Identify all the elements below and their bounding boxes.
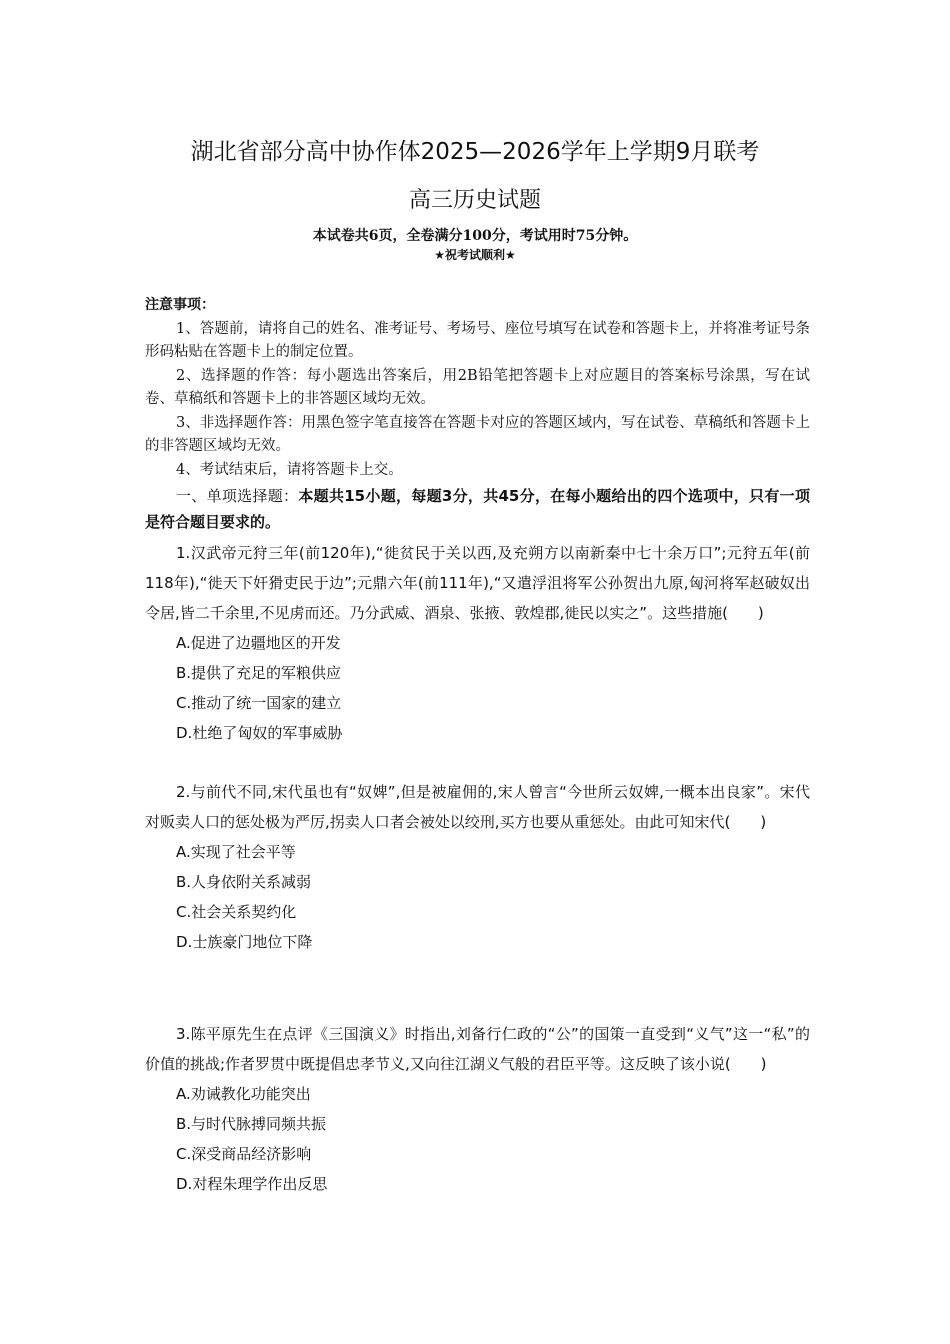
question-3 bbox=[145, 1019, 810, 1199]
question-2 bbox=[145, 777, 810, 957]
option-d: D.杜绝了匈奴的军事威胁 bbox=[176, 724, 343, 742]
notes-heading: 注意事项： bbox=[145, 297, 215, 313]
question-1 bbox=[145, 538, 810, 748]
option-b: B.提供了充足的军粮供应 bbox=[176, 664, 342, 682]
section-desc: 本题共15小题，每题3分，共45分，在每小题给出的四个选项中，只有一项是符合题目要求的。 bbox=[145, 487, 810, 531]
option-c: C.社会关系契约化 bbox=[176, 903, 297, 921]
option-c: C.推动了统一国家的建立 bbox=[176, 694, 342, 712]
exam-title: 湖北省部分高中协作体2025—2026学年上学期9月联考 bbox=[190, 139, 760, 165]
exam-subtitle: 高三历史试题 bbox=[408, 188, 541, 213]
notes-item: 3、非选择题作答：用黑色签字笔直接答在答题卡对应的答题区域内，写在试卷、草稿纸和答题卡上的非答题区域均无效。 bbox=[145, 414, 810, 454]
notes-item: 2、选择题的作答：每小题选出答案后，用2B铅笔把答题卡上对应题目的答案标号涂黑，写在试卷、草稿纸和答题卡上的非答题区域均无效。 bbox=[145, 367, 810, 407]
question-stem: 2.与前代不同,宋代虽也有“奴婢”,但是被雇佣的,宋人曾言“今世所云奴婢,一概本出良家”。宋代对贩卖人口的惩处极为严厉,拐卖人口者会被处以绞刑,买方也要从重惩处。由此可知宋代( ) bbox=[145, 783, 810, 831]
option-a: A.促进了边疆地区的开发 bbox=[176, 634, 341, 652]
question-stem: 1.汉武帝元狩三年(前120年),“徙贫民于关以西,及充朔方以南新秦中七十余万口”;元狩五年(前118年),“徙天下奸猾吏民于边”;元鼎六年(前111年),“又遣浮沮将军公孙贺出九原,匈河将军赵破奴出令居,皆二千余里,不见虏而还。乃分武威、酒泉、张掖、敦煌郡,徙民以实之”。这些措施( ) bbox=[145, 544, 810, 622]
exam-info: 本试卷共6页，全卷满分100分，考试用时75分钟。 bbox=[312, 228, 638, 244]
question-stem: 3.陈平原先生在点评《三国演义》时指出,刘备行仁政的“公”的国策一直受到“义气”这一“私”的价值的挑战;作者罗贯中既提倡忠孝节义,又向往江湖义气般的君臣平等。这反映了该小说( ) bbox=[145, 1025, 810, 1073]
option-c: C.深受商品经济影响 bbox=[176, 1145, 312, 1163]
notes-item: 1、答题前，请将自己的姓名、准考证号、考场号、座位号填写在试卷和答题卡上，并将准考证号条形码粘贴在答题卡上的制定位置。 bbox=[145, 320, 810, 360]
notes-block bbox=[145, 294, 810, 482]
option-b: B.与时代脉搏同频共振 bbox=[176, 1115, 327, 1133]
section-heading bbox=[145, 483, 810, 535]
option-a: A.实现了社会平等 bbox=[176, 843, 296, 861]
option-d: D.对程朱理学作出反思 bbox=[176, 1175, 328, 1193]
option-d: D.士族豪门地位下降 bbox=[176, 933, 313, 951]
exam-wish: ★祝考试顺利★ bbox=[434, 248, 516, 262]
notes-item: 4、考试结束后，请将答题卡上交。 bbox=[176, 461, 403, 478]
section-label: 一、单项选择题： bbox=[176, 487, 299, 505]
option-b: B.人身依附关系减弱 bbox=[176, 873, 312, 891]
option-a: A.劝诫教化功能突出 bbox=[176, 1085, 311, 1103]
